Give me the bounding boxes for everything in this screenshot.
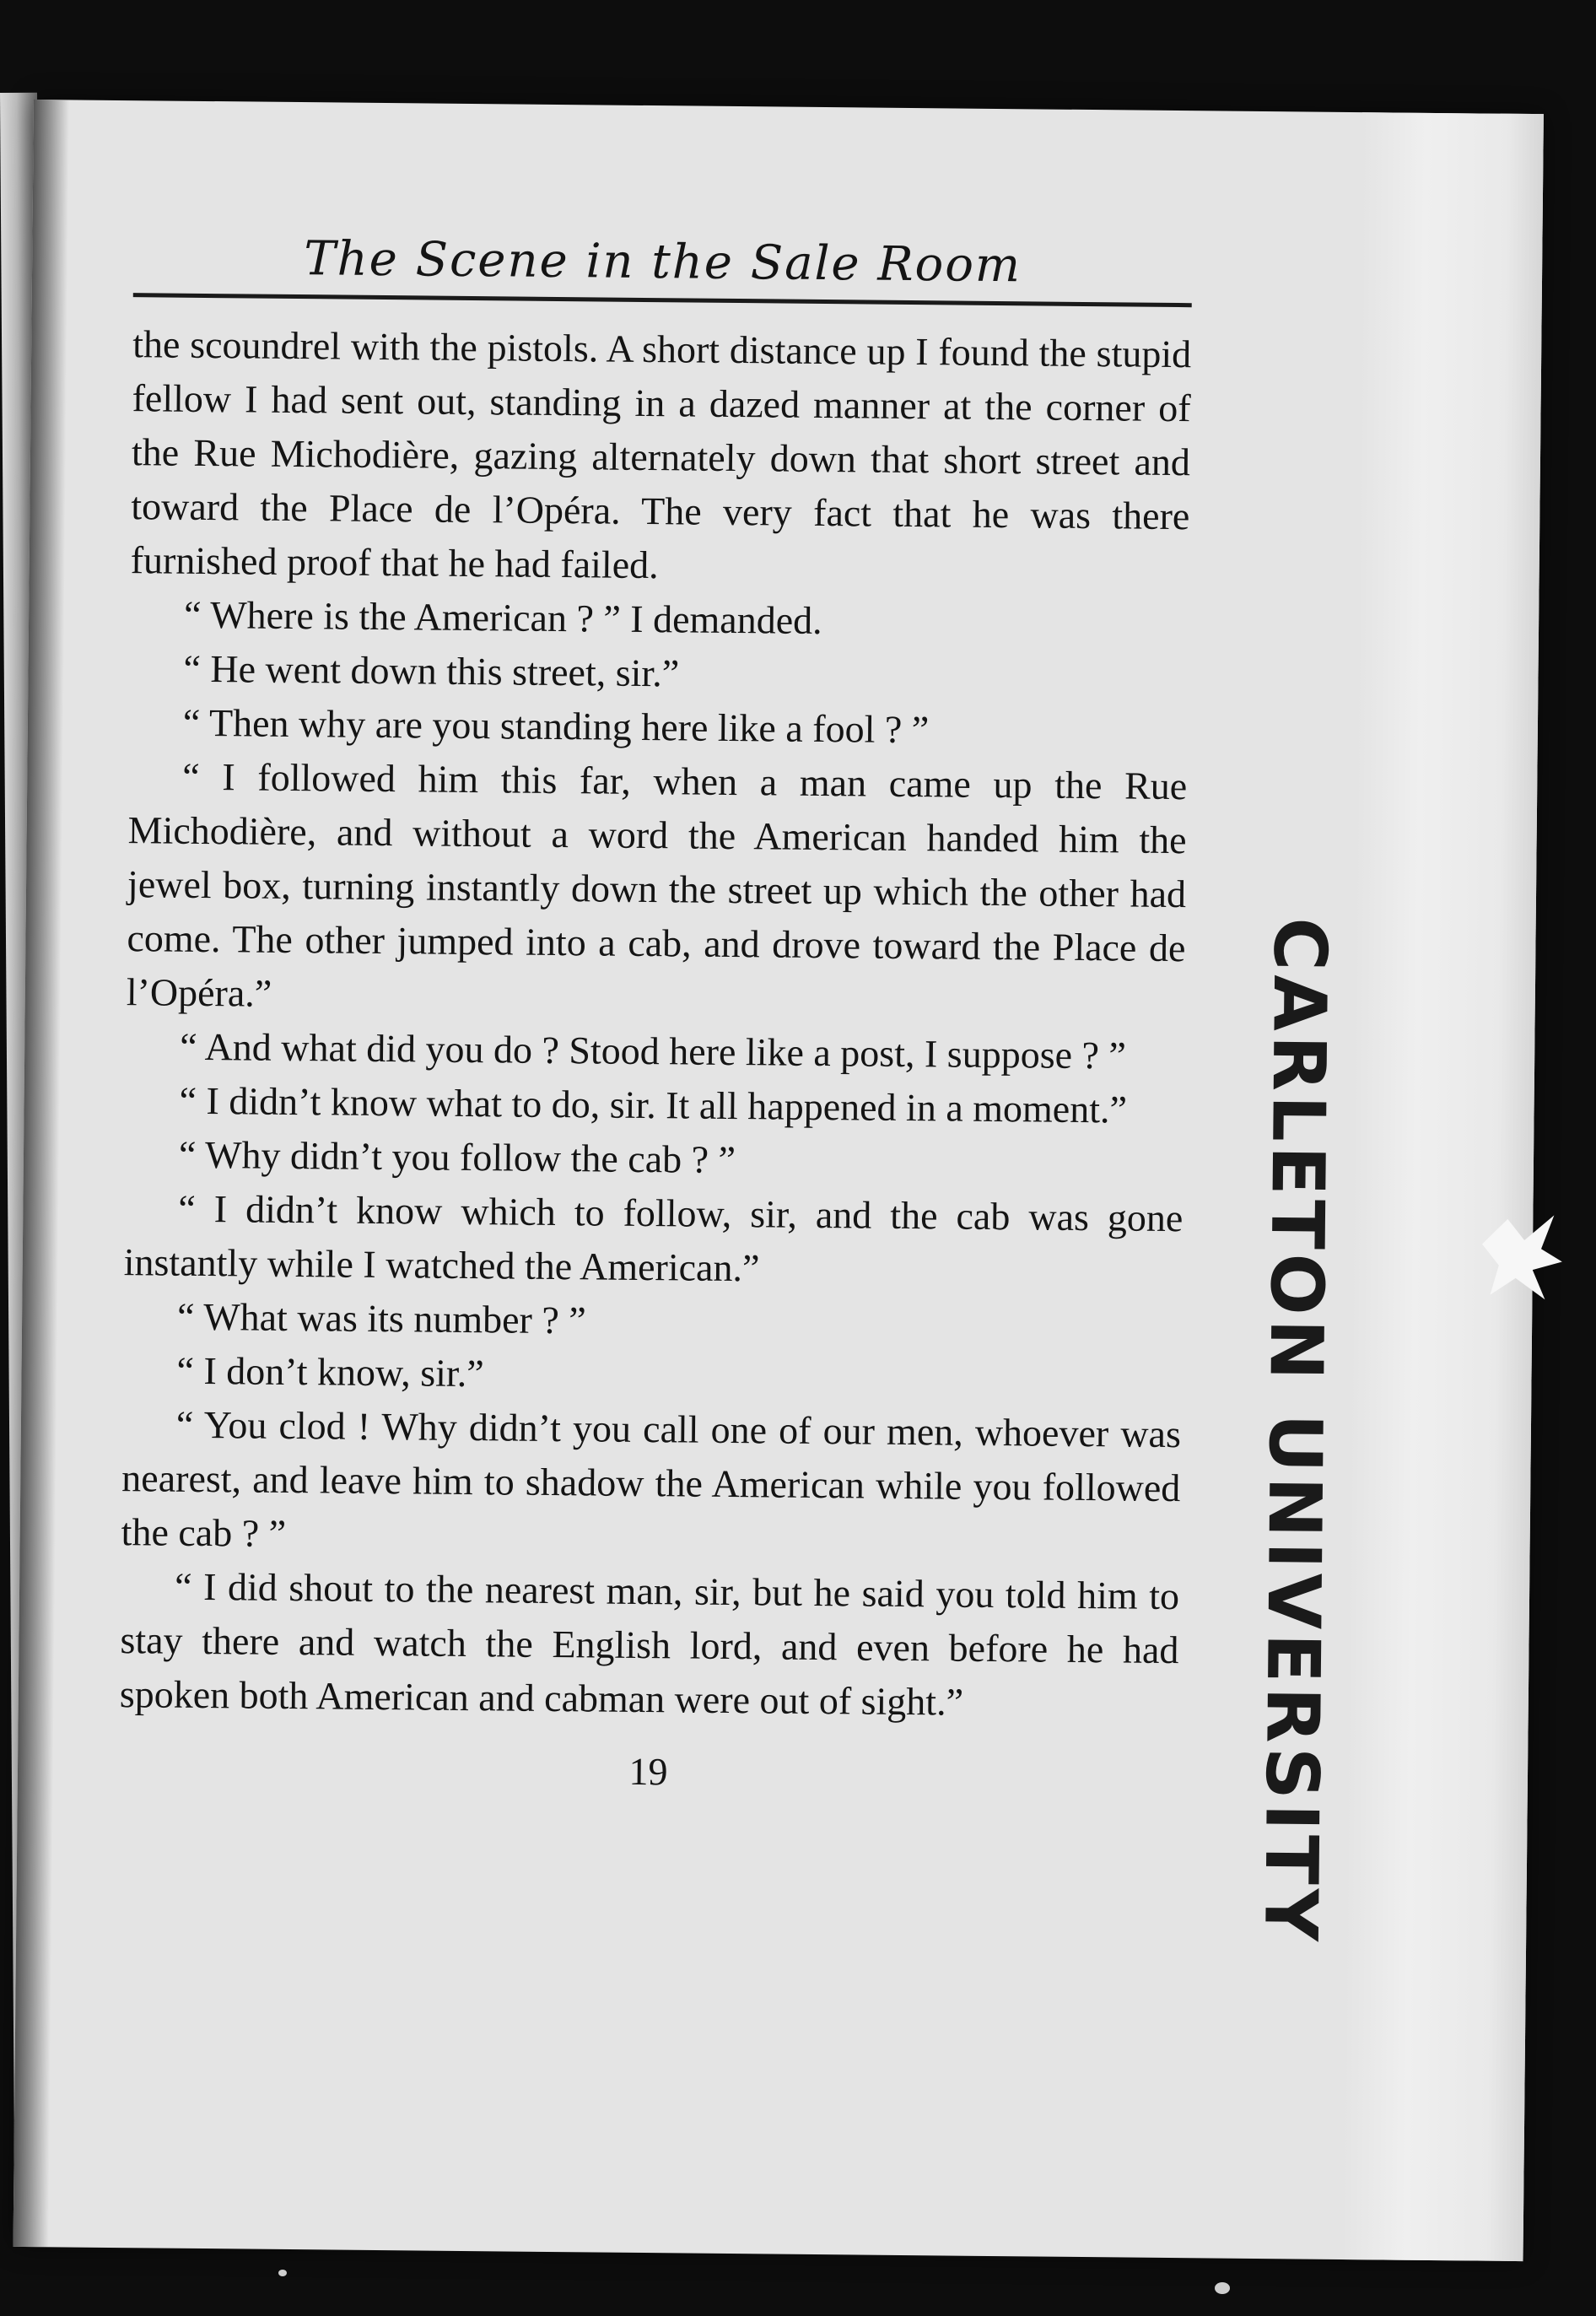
paragraph: “ I don’t know, sir.” <box>176 1348 484 1396</box>
running-head: The Scene in the Sale Room <box>303 231 1022 294</box>
book-page <box>13 100 1544 2261</box>
paragraph: “ I didn’t know what to do, sir. It all happened in a moment.” <box>179 1078 1128 1131</box>
scan-speck <box>278 2270 287 2276</box>
paragraph: “ He went down this street, sir.” <box>183 646 680 695</box>
paragraph: “ Where is the American ? ” I demanded. <box>183 592 822 642</box>
paragraph: “ I followed him this far, when a man came up the Rue Michodière, and without a word the American handed him the jewel box, turning instantly down the street up which the other had come. The other jumped into a cab, and drove toward the Place de l’Opéra.” <box>126 754 1188 1015</box>
text-block <box>119 227 1193 1804</box>
scan-speck <box>1215 2282 1230 2294</box>
page-fore-edge <box>1341 112 1543 2261</box>
page-number: 19 <box>628 1749 668 1794</box>
paragraph: “ I did shout to the nearest man, sir, but he said you told him to stay there and watch the English lord, and even before he had spoken both American and cabman were out of sight.” <box>119 1564 1180 1724</box>
tear-mark <box>1473 1210 1566 1304</box>
paragraph: “ I didn’t know which to follow, sir, and the cab was gone instantly while I watched the American.” <box>123 1186 1184 1290</box>
paragraph: “ And what did you do ? Stood here like a post, I suppose ? ” <box>179 1024 1127 1077</box>
library-stamp: CARLETON UNIVERSITY <box>1248 916 1342 1946</box>
paragraph: the scoundrel with the pistols. A short distance up I found the stupid fellow I had sent out, standing in a dazed manner at the corner of the Rue Michodière, gazing alternately down that short street and toward the Place de l’Opéra. The very fact that he was there furnished proof that he had failed. <box>130 322 1192 587</box>
paragraph: “ Why didn’t you follow the cab ? ” <box>178 1132 736 1182</box>
paragraph: “ You clod ! Why didn’t you call one of our men, whoever was nearest, and leave him to shadow the American while you followed the cab ? ” <box>121 1402 1182 1555</box>
paragraph: “ What was its number ? ” <box>176 1294 586 1342</box>
paragraph: “ Then why are you standing here like a fool ? ” <box>182 700 930 752</box>
